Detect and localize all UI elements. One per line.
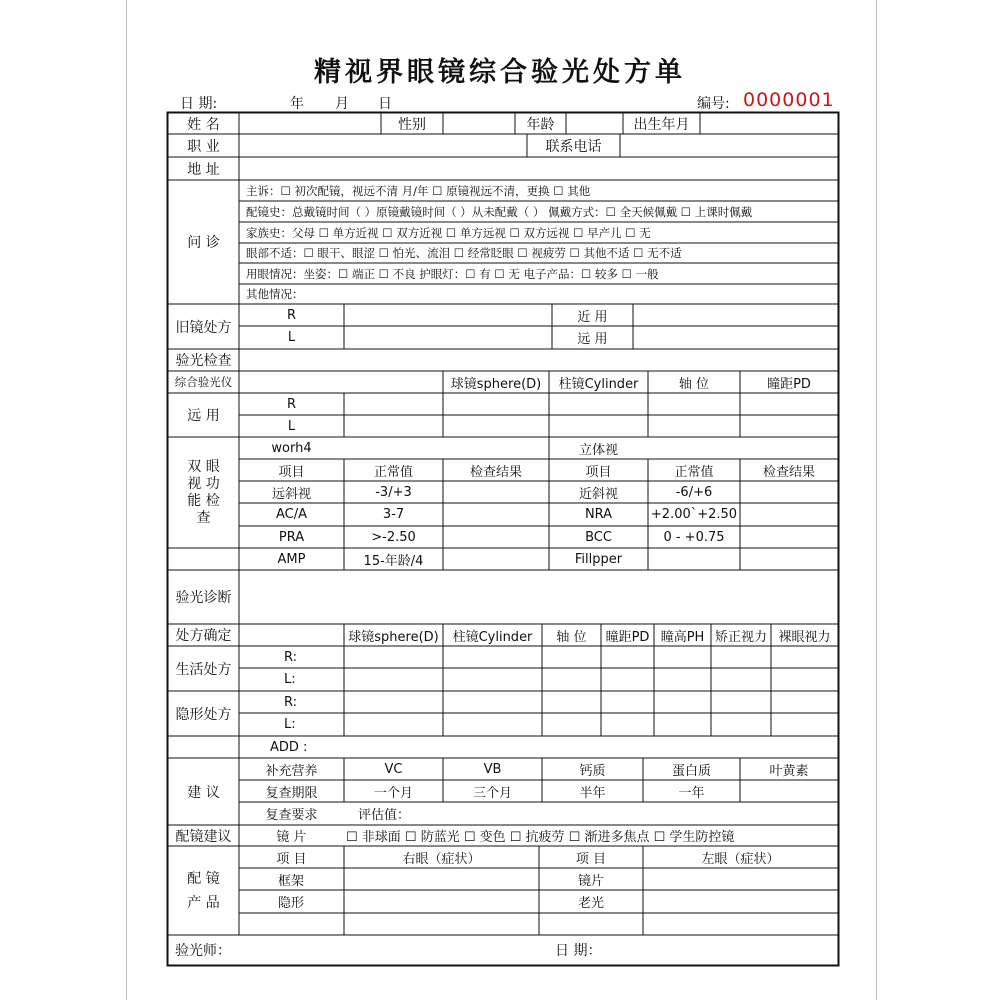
nutrition-item: VB — [483, 761, 502, 777]
inquiry-label: 问 诊 — [187, 235, 220, 251]
binocular-label-1: 双 眼 — [187, 458, 220, 475]
bino-normal: -6/+6 — [675, 484, 713, 500]
bino-item: 近斜视 — [578, 486, 618, 502]
phoropter-sphere: 球镜sphere(D) — [450, 376, 542, 392]
binocular-label-4: 查 — [196, 509, 211, 526]
gender-label: 性别 — [398, 116, 426, 133]
inquiry-line-history: 配镜史：总戴镜时间（ ）原镜戴镜时间（ ）从未配戴（ ） 佩戴方式：☐ 全天候佩戴 ☐ 上课时佩戴 — [246, 204, 753, 219]
nutrition-item: VC — [384, 761, 403, 777]
old-rx-far: 远 用 — [577, 332, 608, 347]
binocular-label-2: 视 功 — [187, 475, 220, 492]
rx-label: 处方确定 — [175, 628, 232, 644]
product-lens: 镜片 — [577, 873, 604, 889]
rx-head-ph: 瞳高PH — [660, 629, 705, 645]
distance-label: 远 用 — [187, 408, 220, 424]
bino-normal: 0 - +0.75 — [663, 529, 725, 545]
phone-label: 联系电话 — [545, 138, 602, 155]
product-frame: 框架 — [278, 873, 305, 889]
year-label: 年 — [290, 96, 304, 112]
recheck-period: 三个月 — [472, 785, 512, 801]
bino-item: AMP — [277, 551, 306, 567]
products-label — [168, 846, 239, 935]
bino-item: NRA — [584, 507, 613, 522]
bino-normal: -3/+3 — [375, 484, 412, 500]
rx-head-corrected: 矫正视力 — [714, 629, 767, 645]
rx-head-naked: 裸眼视力 — [778, 629, 831, 645]
bino-head-item-2: 项目 — [585, 464, 612, 480]
phoropter-pd: 瞳距PD — [767, 376, 811, 392]
bino-normal: 15-年龄/4 — [363, 553, 424, 569]
bino-head-result-2: 检查结果 — [762, 464, 815, 480]
add-label: ADD : — [270, 739, 308, 755]
recheck-period: 半年 — [579, 785, 606, 801]
contact-rx-r: R: — [284, 694, 298, 710]
old-rx-r: R — [286, 307, 297, 323]
life-rx-label: 生活处方 — [175, 661, 232, 678]
lens-label: 镜 片 — [276, 830, 307, 845]
inquiry-line-family: 家族史：父母 ☐ 单方近视 ☐ 双方近视 ☐ 单方远视 ☐ 双方远视 ☐ 早产儿 ☐ 无 — [246, 225, 651, 240]
recheck-period: 一年 — [678, 785, 705, 801]
birth-label: 出生年月 — [633, 116, 690, 133]
nutrition-label: 补充营养 — [265, 763, 318, 779]
bino-normal: >-2.50 — [371, 529, 416, 545]
name-label: 姓 名 — [187, 116, 220, 133]
nutrition-item: 叶黄素 — [769, 763, 809, 779]
products-label-1: 配 镜 — [187, 870, 220, 887]
exam-label: 验光检查 — [175, 353, 232, 369]
requirement-label: 复查要求 — [265, 808, 318, 823]
contact-rx-label: 隐形处方 — [175, 706, 232, 723]
product-left-head: 左眼（症状） — [701, 851, 780, 867]
bino-head-normal-2: 正常值 — [674, 464, 714, 480]
recheck-period: 一个月 — [373, 785, 413, 801]
bino-normal: +2.00`+2.50 — [650, 507, 738, 522]
serial-label: 编号: — [697, 96, 730, 112]
bino-item: BCC — [585, 529, 612, 545]
old-rx-label: 旧镜处方 — [175, 319, 232, 336]
binocular-label — [168, 437, 239, 548]
recheck-label: 复查期限 — [265, 785, 318, 801]
rx-head-sphere: 球镜sphere(D) — [348, 629, 439, 645]
bino-item: AC/A — [275, 507, 307, 522]
rx-head-axis: 轴 位 — [556, 629, 587, 645]
distance-l: L — [287, 418, 296, 434]
worth-label: worh4 — [271, 440, 312, 456]
bino-item: PRA — [278, 529, 305, 545]
rx-head-pd: 瞳距PD — [605, 629, 650, 645]
bino-head-item-1: 项目 — [278, 464, 305, 480]
lens-options: ☐ 非球面 ☐ 防蓝光 ☐ 变色 ☐ 抗疲劳 ☐ 渐进多焦点 ☐ 学生防控镜 — [346, 830, 735, 845]
nutrition-item: 蛋白质 — [671, 763, 711, 779]
rx-head-cylinder: 柱镜Cylinder — [452, 629, 533, 645]
bino-normal: 3-7 — [382, 507, 405, 522]
product-right-head: 右眼（症状） — [402, 851, 481, 867]
old-rx-near: 近 用 — [577, 309, 608, 325]
inquiry-line-complaint: 主诉：☐ 初次配镜，视远不清 月/年 ☐ 原镜视远不清，更换 ☐ 其他 — [246, 183, 591, 198]
bino-head-result-1: 检查结果 — [469, 464, 522, 480]
age-label: 年龄 — [526, 116, 555, 133]
lens-advice-label: 配镜建议 — [175, 828, 232, 845]
product-item-head: 项 目 — [276, 851, 307, 867]
contact-rx-l: L: — [284, 717, 296, 732]
stereo-label: 立体视 — [578, 442, 618, 458]
evaluation-label: 评估值： — [358, 808, 411, 823]
address-label: 地 址 — [187, 161, 220, 178]
life-rx-r: R: — [284, 649, 298, 665]
phoropter-axis: 轴 位 — [678, 376, 710, 392]
inquiry-line-other: 其他情况： — [246, 287, 304, 301]
old-rx-l: L — [287, 330, 296, 345]
nutrition-item: 钙质 — [579, 763, 606, 779]
distance-r: R — [286, 396, 297, 412]
month-label: 月 — [335, 96, 349, 112]
diagnosis-label: 验光诊断 — [175, 590, 232, 606]
product-contact: 隐形 — [278, 896, 305, 911]
life-rx-l: L: — [284, 672, 296, 687]
phoropter-label: 综合验光仪 — [174, 375, 233, 389]
form-title: 精视界眼镜综合验光处方单 — [314, 57, 686, 88]
date-label: 日 期: — [180, 96, 218, 112]
footer-date-label: 日 期： — [555, 943, 602, 959]
binocular-label-3: 能 检 — [187, 492, 220, 509]
bino-item: 远斜视 — [271, 486, 311, 502]
product-presbyopia: 老光 — [577, 896, 604, 911]
inquiry-line-usage: 用眼情况：坐姿：☐ 端正 ☐ 不良 护眼灯：☐ 有 ☐ 无 电子产品：☐ 较多 ☐ 一般 — [246, 266, 659, 281]
advice-label: 建 议 — [187, 784, 220, 801]
bino-item: Fillpper — [574, 551, 623, 567]
optometrist-label: 验光师： — [175, 943, 231, 959]
phoropter-cylinder: 柱镜Cylinder — [558, 376, 639, 392]
bino-head-normal-1: 正常值 — [373, 464, 413, 480]
products-label-2: 产 品 — [187, 894, 220, 911]
day-label: 日 — [378, 96, 392, 112]
product-item-head-2: 项 目 — [575, 851, 607, 867]
job-label: 职 业 — [187, 138, 220, 155]
serial-number: 0000001 — [743, 89, 835, 111]
inquiry-line-discomfort: 眼部不适：☐ 眼干、眼涩 ☐ 怕光、流泪 ☐ 经常眨眼 ☐ 视疲劳 ☐ 其他不适 ☐ 无不适 — [246, 246, 682, 260]
